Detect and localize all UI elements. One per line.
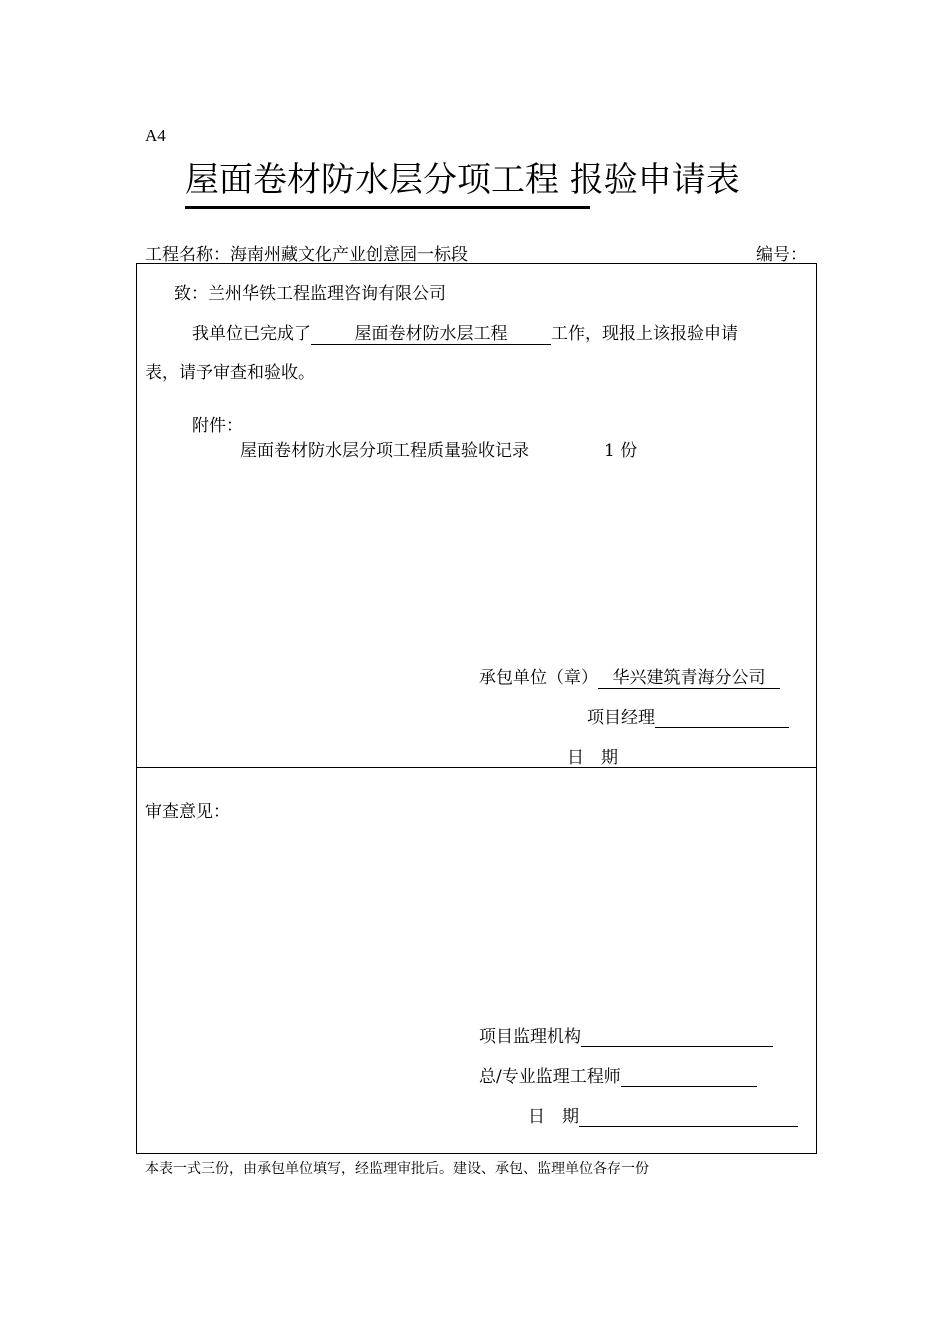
work-item-field: 屋面卷材防水层工程 [311,319,551,345]
page-title: 屋面卷材防水层分项工程 报验申请表 [185,160,740,200]
supervision-org-label: 项目监理机构 [479,1027,581,1047]
contractor-date-line [618,749,802,768]
project-name: 海南州藏文化产业创意园一标段 [230,245,468,265]
contractor-unit-label: 承包单位（章） [479,668,598,688]
contractor-unit-value: 华兴建筑青海分公司 [598,663,780,689]
body-line-1 [192,319,738,345]
supervising-engineer-label: 总/专业监理工程师 [479,1067,621,1087]
body-suffix: 工作，现报上该报验申请 [551,324,738,344]
addressee: 致：兰州华铁工程监理咨询有限公司 [174,284,446,304]
review-date-label: 日 期 [528,1107,579,1127]
contractor-date-label: 日 期 [567,748,618,768]
supervision-org-line [581,1028,773,1047]
review-date-line [579,1108,798,1127]
project-manager-signature-line [655,709,789,728]
footer-note: 本表一式三份，由承包单位填写，经监理审批后。建设、承包、监理单位各存一份 [145,1161,649,1177]
serial-number-label: 编号： [756,245,807,265]
project-label: 工程名称： [145,245,230,265]
contractor-date-row [567,743,802,768]
review-date-row [528,1102,798,1127]
contractor-unit-row [479,663,780,689]
body-line-2: 表，请予审查和验收。 [145,363,315,383]
project-name-row [145,240,468,265]
review-opinion-label: 审查意见： [145,802,230,822]
form-code: A4 [145,126,166,145]
attachment-item-count: 1 份 [604,441,638,461]
body-prefix: 我单位已完成了 [192,324,311,344]
attachments-label: 附件： [192,416,243,436]
attachment-item-name: 屋面卷材防水层分项工程质量验收记录 [240,441,529,461]
supervising-engineer-line [621,1068,757,1087]
supervising-engineer-row [479,1062,757,1087]
project-manager-label: 项目经理 [587,708,655,728]
project-manager-row [587,703,789,728]
title-underline [185,206,590,209]
supervision-org-row [479,1022,773,1047]
